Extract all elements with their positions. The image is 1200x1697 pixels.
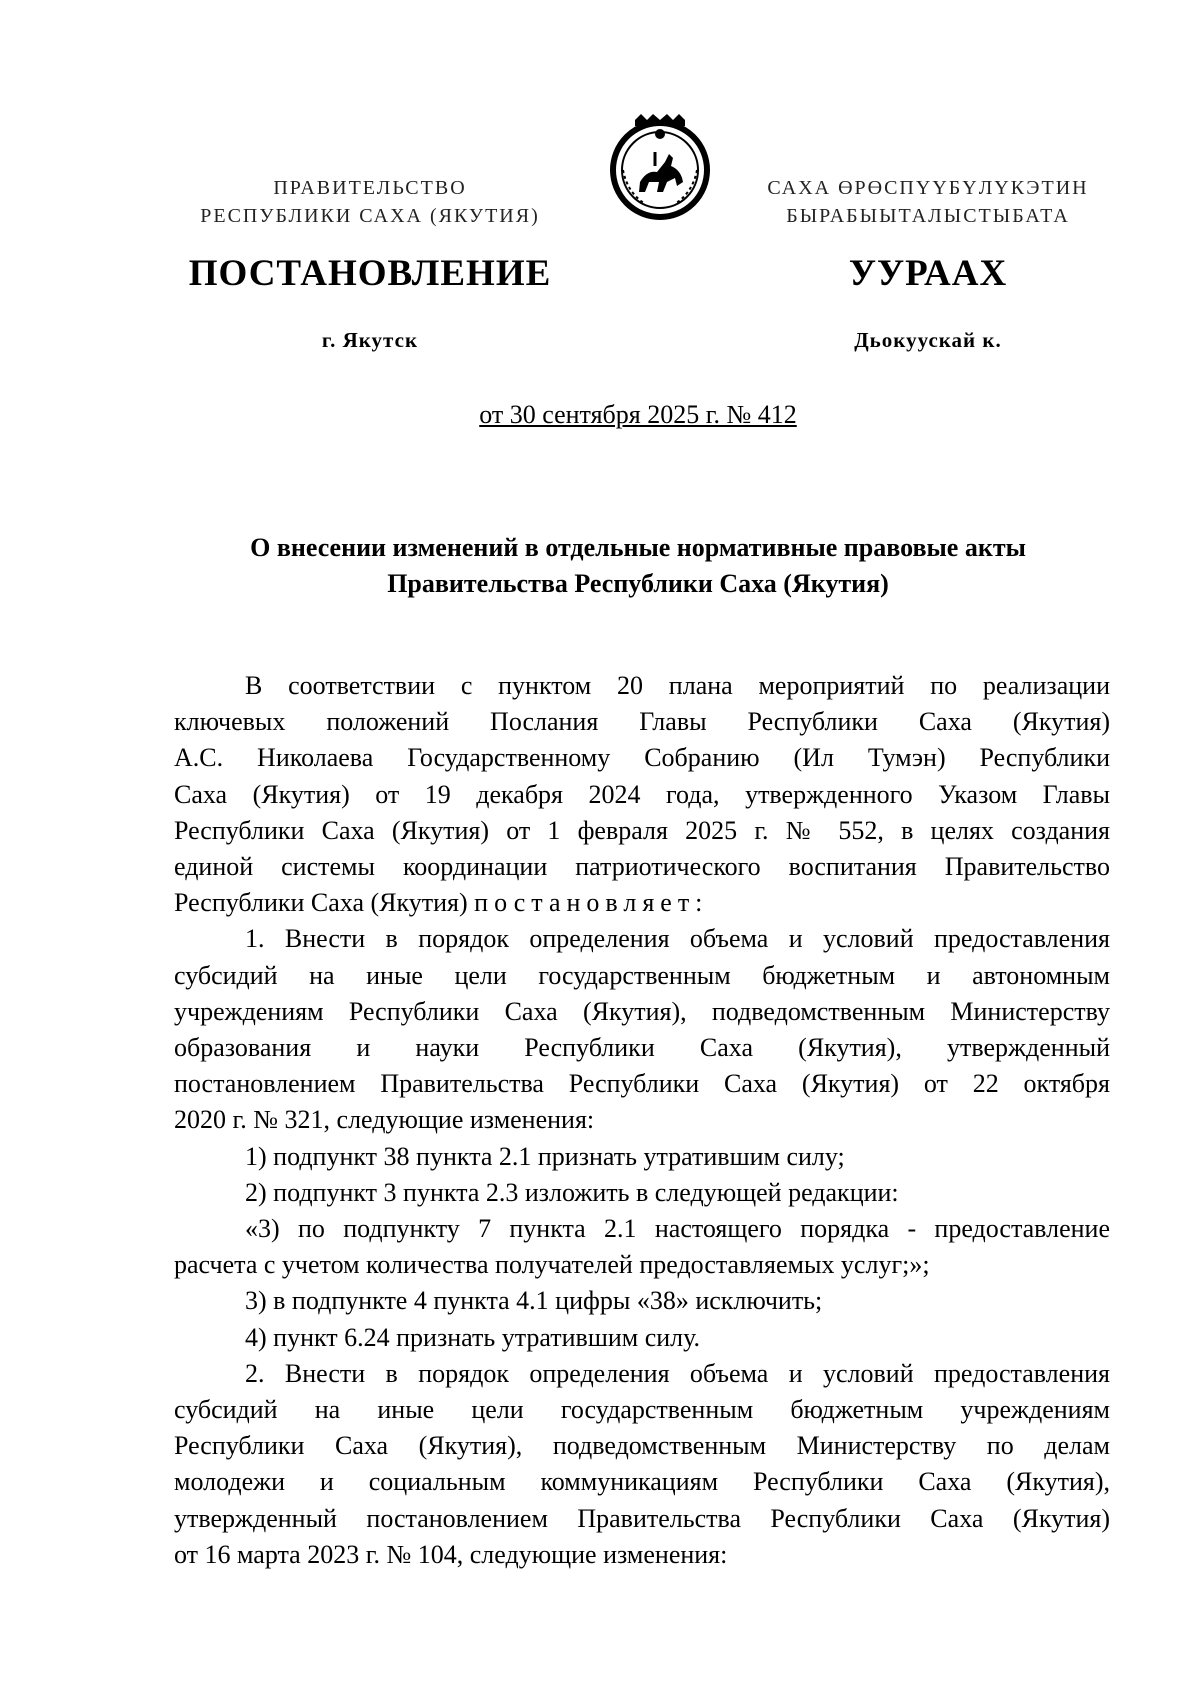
body-text: Республики Саха (Якутия) bbox=[174, 888, 475, 918]
body-line: 1. Внести в порядок определения объема и условий предоставления bbox=[245, 924, 1110, 954]
body-line: 4) пункт 6.24 признать утратившим силу. bbox=[245, 1322, 701, 1352]
body-line: Саха (Якутия) от 19 декабря 2024 года, утвержденного Указом Главы bbox=[174, 779, 1110, 809]
document-date-number bbox=[0, 400, 1200, 430]
document-type-title: ПОСТАНОВЛЕНИЕ bbox=[188, 253, 552, 294]
body-line: единой системы координации патриотического воспитания Правительство bbox=[174, 852, 1110, 882]
resolves-word: постановляет: bbox=[474, 888, 709, 918]
body-line: утвержденный постановлением Правительства Республики Саха (Якутия) bbox=[174, 1503, 1110, 1533]
header-right bbox=[748, 174, 1108, 230]
body-line: постановлением Правительства Республики Саха (Якутия) от 22 октября bbox=[174, 1069, 1110, 1099]
document-type-title-yakut: УУРААХ bbox=[848, 253, 1008, 294]
subject-line-1: О внесении изменений в отдельные нормативные правовые акты bbox=[250, 533, 1026, 562]
body-line: В соответствии с пунктом 20 плана мероприятий по реализации bbox=[245, 671, 1110, 700]
header-left-line1: ПРАВИТЕЛЬСТВО bbox=[273, 177, 467, 199]
body-line: субсидий на иные цели государственным бюджетным учреждениям bbox=[174, 1395, 1110, 1425]
header-left bbox=[160, 174, 580, 230]
body-line: ключевых положений Послания Главы Республики Саха (Якутия) bbox=[174, 707, 1110, 737]
header-right-line2: БЫРАБЫЫТАЛЫСТЫБАТА bbox=[786, 205, 1070, 227]
body-line: субсидий на иные цели государственным бюджетным и автономным bbox=[174, 960, 1110, 990]
city-label-yakut: Дьокуускай к. bbox=[854, 328, 1002, 352]
body-line: Республики Саха (Якутия) от 1 февраля 2025 г. № 552, в целях создания bbox=[174, 815, 1110, 845]
body-line: 2) подпункт 3 пункта 2.3 изложить в следующей редакции: bbox=[245, 1177, 899, 1207]
body-line: образования и науки Республики Саха (Якутия), утвержденный bbox=[174, 1033, 1110, 1063]
body-line: 1) подпункт 38 пункта 2.1 признать утратившим силу; bbox=[245, 1141, 845, 1171]
subject-line-2: Правительства Республики Саха (Якутия) bbox=[387, 569, 889, 598]
city-label: г. Якутск bbox=[321, 328, 419, 352]
body-line: учреждениям Республики Саха (Якутия), подведомственным Министерству bbox=[174, 996, 1110, 1026]
header-left-line2: РЕСПУБЛИКИ САХА (ЯКУТИЯ) bbox=[200, 205, 540, 227]
header-right-line1: САХА ӨРӨСПҮҮБҮЛҮКЭТИН bbox=[767, 177, 1089, 199]
date-number-text: от 30 сентября 2025 г. № 412 bbox=[479, 400, 797, 429]
body-line: 3) в подпункте 4 пункта 4.1 цифры «38» исключить; bbox=[245, 1286, 823, 1316]
body-line: Республики Саха (Якутия), подведомственным Министерству по делам bbox=[174, 1431, 1110, 1461]
body-line bbox=[174, 885, 1110, 921]
body-line: А.С. Николаева Государственному Собранию (Ил Тумэн) Республики bbox=[174, 743, 1110, 773]
document-body bbox=[174, 668, 1110, 1573]
body-line: молодежи и социальным коммуникациям Республики Саха (Якутия), bbox=[174, 1467, 1110, 1497]
coat-of-arms-icon bbox=[605, 112, 715, 222]
body-line: «3) по подпункту 7 пункта 2.1 настоящего порядка - предоставление bbox=[245, 1214, 1110, 1244]
body-line: 2. Внести в порядок определения объема и условий предоставления bbox=[245, 1358, 1110, 1388]
body-line: от 16 марта 2023 г. № 104, следующие изменения: bbox=[174, 1539, 728, 1569]
body-line: 2020 г. № 321, следующие изменения: bbox=[174, 1105, 595, 1135]
body-line: расчета с учетом количества получателей предоставляемых услуг;»; bbox=[174, 1250, 930, 1280]
document-subject bbox=[170, 530, 1106, 602]
